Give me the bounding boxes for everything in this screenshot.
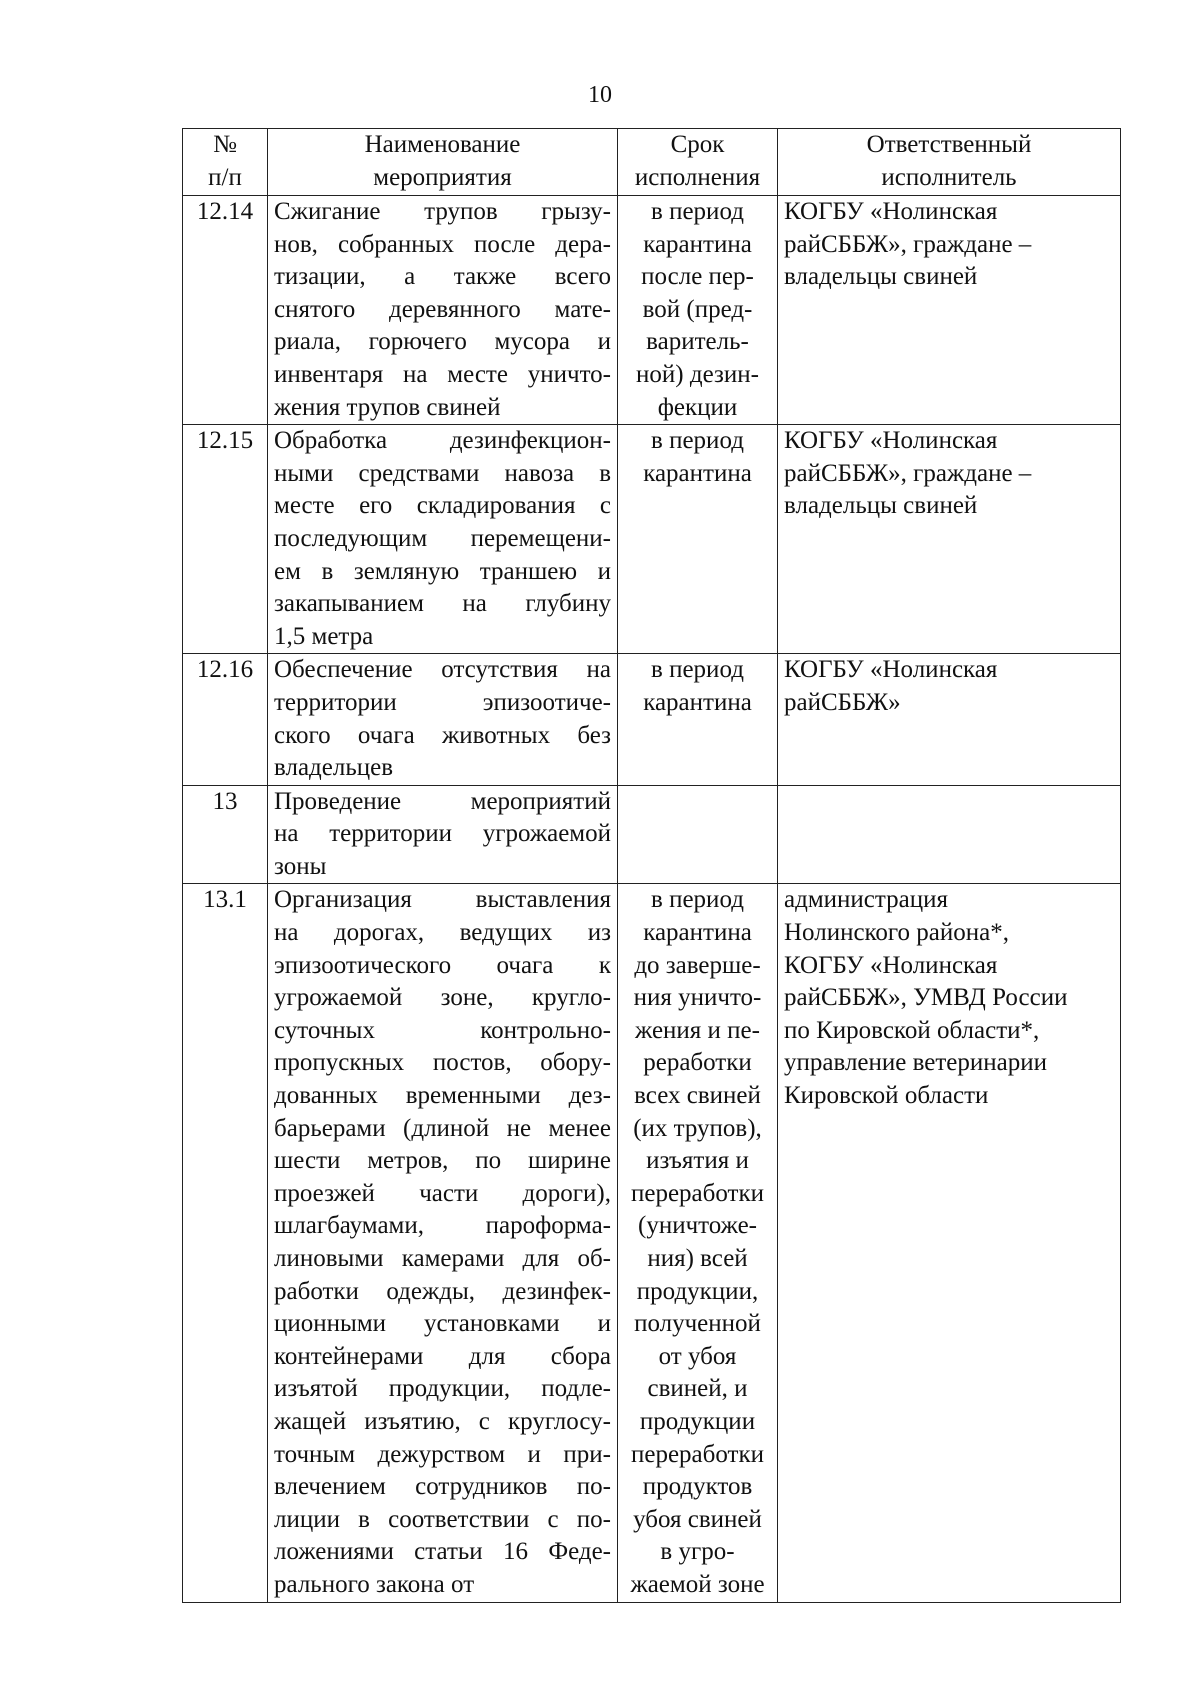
execution-term-line: вой (пред- xyxy=(642,295,753,323)
execution-term-line: полученной xyxy=(634,1310,761,1338)
measure-name-line: лиции в соответствии с по- xyxy=(274,1505,611,1533)
measure-name-line: владельцев xyxy=(274,754,394,782)
measure-name-line: ложениями статьи 16 Феде- xyxy=(274,1538,611,1566)
responsible-executor-line: по Кировской области*, xyxy=(784,1016,1040,1044)
row-number: 13.1 xyxy=(183,884,268,1602)
measure-name-line: закапыванием на глубину xyxy=(274,590,611,618)
execution-term-line: (их трупов), xyxy=(633,1114,762,1142)
table-header-row xyxy=(183,129,1121,196)
header-num xyxy=(183,129,268,196)
measure-name-line: территории эпизоотиче- xyxy=(274,688,611,716)
table-row xyxy=(183,196,1121,425)
measure-name-line: жения трупов свиней xyxy=(274,393,501,421)
header-line: исполнитель xyxy=(881,163,1017,191)
execution-term-line: карантина xyxy=(643,688,752,716)
measure-name-cell xyxy=(268,425,618,654)
execution-term-line: от убоя xyxy=(658,1342,737,1370)
execution-term-line: (уничтоже- xyxy=(638,1212,757,1240)
measure-name-line: точным дежурством и при- xyxy=(274,1440,611,1468)
measure-name-line: инвентаря на месте уничто- xyxy=(274,360,611,388)
measure-name-cell xyxy=(268,884,618,1602)
responsible-executor-line: КОГБУ «Нолинская xyxy=(784,656,998,684)
execution-term-line: жения и пе- xyxy=(635,1016,760,1044)
execution-term-line: переработки xyxy=(630,1440,764,1468)
execution-term-cell xyxy=(618,654,778,785)
measure-name-line: пропускных постов, обору- xyxy=(274,1049,611,1077)
measure-name-line: зоны xyxy=(274,852,327,880)
measure-name-line: угрожаемой зоне, кругло- xyxy=(274,984,611,1012)
execution-term-line: продуктов xyxy=(642,1473,753,1501)
measure-name-line: ского очага животных без xyxy=(274,721,611,749)
measure-name-line: Сжигание трупов грызу- xyxy=(274,198,611,225)
execution-term-line: изъятия и xyxy=(646,1147,749,1175)
responsible-executor-line: управление ветеринарии xyxy=(784,1049,1048,1077)
measure-name-line: рального закона от xyxy=(274,1570,475,1598)
header-line: Ответственный xyxy=(866,131,1032,158)
measure-name-line: эпизоотического очага к xyxy=(274,951,611,979)
measure-name-line: проезжей части дороги), xyxy=(274,1179,611,1207)
responsible-executor-cell xyxy=(778,425,1121,654)
row-number: 13 xyxy=(183,785,268,884)
execution-term-line: убоя свиней xyxy=(633,1505,762,1533)
execution-term-line: ния уничто- xyxy=(633,984,762,1012)
execution-term-line: до заверше- xyxy=(634,951,761,979)
measure-name-line: шести метров, по ширине xyxy=(274,1147,611,1175)
responsible-executor-line: райСББЖ», граждане – xyxy=(784,230,1032,258)
responsible-executor-cell xyxy=(778,785,1121,884)
measure-name-line: Обеспечение отсутствия на xyxy=(274,656,611,684)
measures-table xyxy=(182,128,1121,1603)
table-row xyxy=(183,785,1121,884)
measure-name-line: влечением сотрудников по- xyxy=(274,1473,611,1501)
measure-name-cell xyxy=(268,654,618,785)
measure-name-cell xyxy=(268,785,618,884)
execution-term-line: в период xyxy=(651,198,744,225)
table-body xyxy=(183,196,1121,1603)
execution-term-line: переработки xyxy=(630,1179,764,1207)
header-line: Наименование xyxy=(364,131,521,158)
measure-name-line: тизации, а также всего xyxy=(274,263,611,291)
table-row xyxy=(183,425,1121,654)
execution-term-line: в период xyxy=(651,427,744,455)
measure-name-line: снятого деревянного мате- xyxy=(274,295,611,323)
execution-term-line: реработки xyxy=(643,1049,752,1077)
row-number: 12.14 xyxy=(183,196,268,425)
header-resp xyxy=(778,129,1121,196)
header-line: мероприятия xyxy=(373,163,512,191)
header-line: исполнения xyxy=(634,163,761,191)
execution-term-line: фекции xyxy=(657,393,738,421)
responsible-executor-line: Кировской области xyxy=(784,1082,989,1110)
measure-name-line: Организация выставления xyxy=(274,886,611,914)
measure-name-line: последующим перемещени- xyxy=(274,524,611,552)
measure-name-line: суточных контрольно- xyxy=(274,1016,611,1044)
execution-term-line: карантина xyxy=(643,230,752,258)
measure-name-line: Проведение мероприятий xyxy=(274,787,611,815)
measure-name-line: изъятой продукции, подле- xyxy=(274,1375,611,1403)
responsible-executor-line: администрация xyxy=(784,886,948,914)
responsible-executor-line: владельцы свиней xyxy=(784,492,978,520)
execution-term-line: свиней, и xyxy=(647,1375,748,1403)
measure-name-line: нов, собранных после дера- xyxy=(274,230,611,258)
responsible-executor-line: райСББЖ», граждане – xyxy=(784,459,1032,487)
responsible-executor-cell xyxy=(778,196,1121,425)
measure-name-line: на территории угрожаемой xyxy=(274,820,611,848)
header-line: п/п xyxy=(208,163,242,191)
header-term xyxy=(618,129,778,196)
header-line: № xyxy=(213,131,237,158)
measure-name-cell xyxy=(268,196,618,425)
responsible-executor-line: райСББЖ» xyxy=(784,688,901,716)
measure-name-line: барьерами (длиной не менее xyxy=(274,1114,611,1142)
responsible-executor-line: владельцы свиней xyxy=(784,263,978,291)
measure-name-line: Обработка дезинфекцион- xyxy=(274,427,611,455)
execution-term-line: продукции xyxy=(639,1407,756,1435)
measure-name-line: 1,5 метра xyxy=(274,622,374,650)
measure-name-line: линовыми камерами для об- xyxy=(274,1245,611,1272)
page-number: 10 xyxy=(588,82,612,108)
header-name xyxy=(268,129,618,196)
responsible-executor-line: КОГБУ «Нолинская xyxy=(784,427,998,455)
execution-term-line: ния) всей xyxy=(647,1245,748,1272)
measure-name-line: ными средствами навоза в xyxy=(274,459,611,487)
responsible-executor-cell xyxy=(778,884,1121,1602)
responsible-executor-line: КОГБУ «Нолинская xyxy=(784,951,998,979)
execution-term-line: в угро- xyxy=(660,1538,735,1566)
responsible-executor-line: райСББЖ», УМВД России xyxy=(784,984,1068,1012)
measure-name-line: ем в земляную траншею и xyxy=(274,557,611,585)
measure-name-line: работки одежды, дезинфек- xyxy=(274,1277,611,1305)
measure-name-line: риала, горючего мусора и xyxy=(274,328,611,356)
execution-term-line: всех свиней xyxy=(634,1082,761,1110)
execution-term-line: в период xyxy=(651,886,744,914)
execution-term-cell xyxy=(618,884,778,1602)
execution-term-line: ной) дезин- xyxy=(636,360,759,388)
measure-name-line: месте его складирования с xyxy=(274,492,611,520)
execution-term-line: жаемой зоне xyxy=(630,1570,765,1598)
table-row xyxy=(183,884,1121,1602)
measure-name-line: ционными установками и xyxy=(274,1310,611,1338)
execution-term-line: карантина xyxy=(643,919,752,947)
table-row xyxy=(183,654,1121,785)
execution-term-line: в период xyxy=(651,656,744,684)
execution-term-cell xyxy=(618,785,778,884)
responsible-executor-line: КОГБУ «Нолинская xyxy=(784,198,998,225)
measure-name-line: жащей изъятию, с круглосу- xyxy=(274,1407,611,1435)
execution-term-cell xyxy=(618,196,778,425)
measure-name-line: контейнерами для сбора xyxy=(274,1342,611,1370)
row-number: 12.16 xyxy=(183,654,268,785)
execution-term-line: варитель- xyxy=(646,328,749,356)
responsible-executor-cell xyxy=(778,654,1121,785)
execution-term-line: после пер- xyxy=(641,263,754,291)
execution-term-line: продукции, xyxy=(636,1277,759,1305)
row-number: 12.15 xyxy=(183,425,268,654)
responsible-executor-line: Нолинского района*, xyxy=(784,919,1010,947)
execution-term-line: карантина xyxy=(643,459,752,487)
measure-name-line: на дорогах, ведущих из xyxy=(274,919,611,947)
measure-name-line: шлагбаумами, пароформа- xyxy=(274,1212,611,1240)
execution-term-cell xyxy=(618,425,778,654)
measure-name-line: дованных временными дез- xyxy=(274,1082,611,1110)
header-line: Срок xyxy=(670,131,725,158)
